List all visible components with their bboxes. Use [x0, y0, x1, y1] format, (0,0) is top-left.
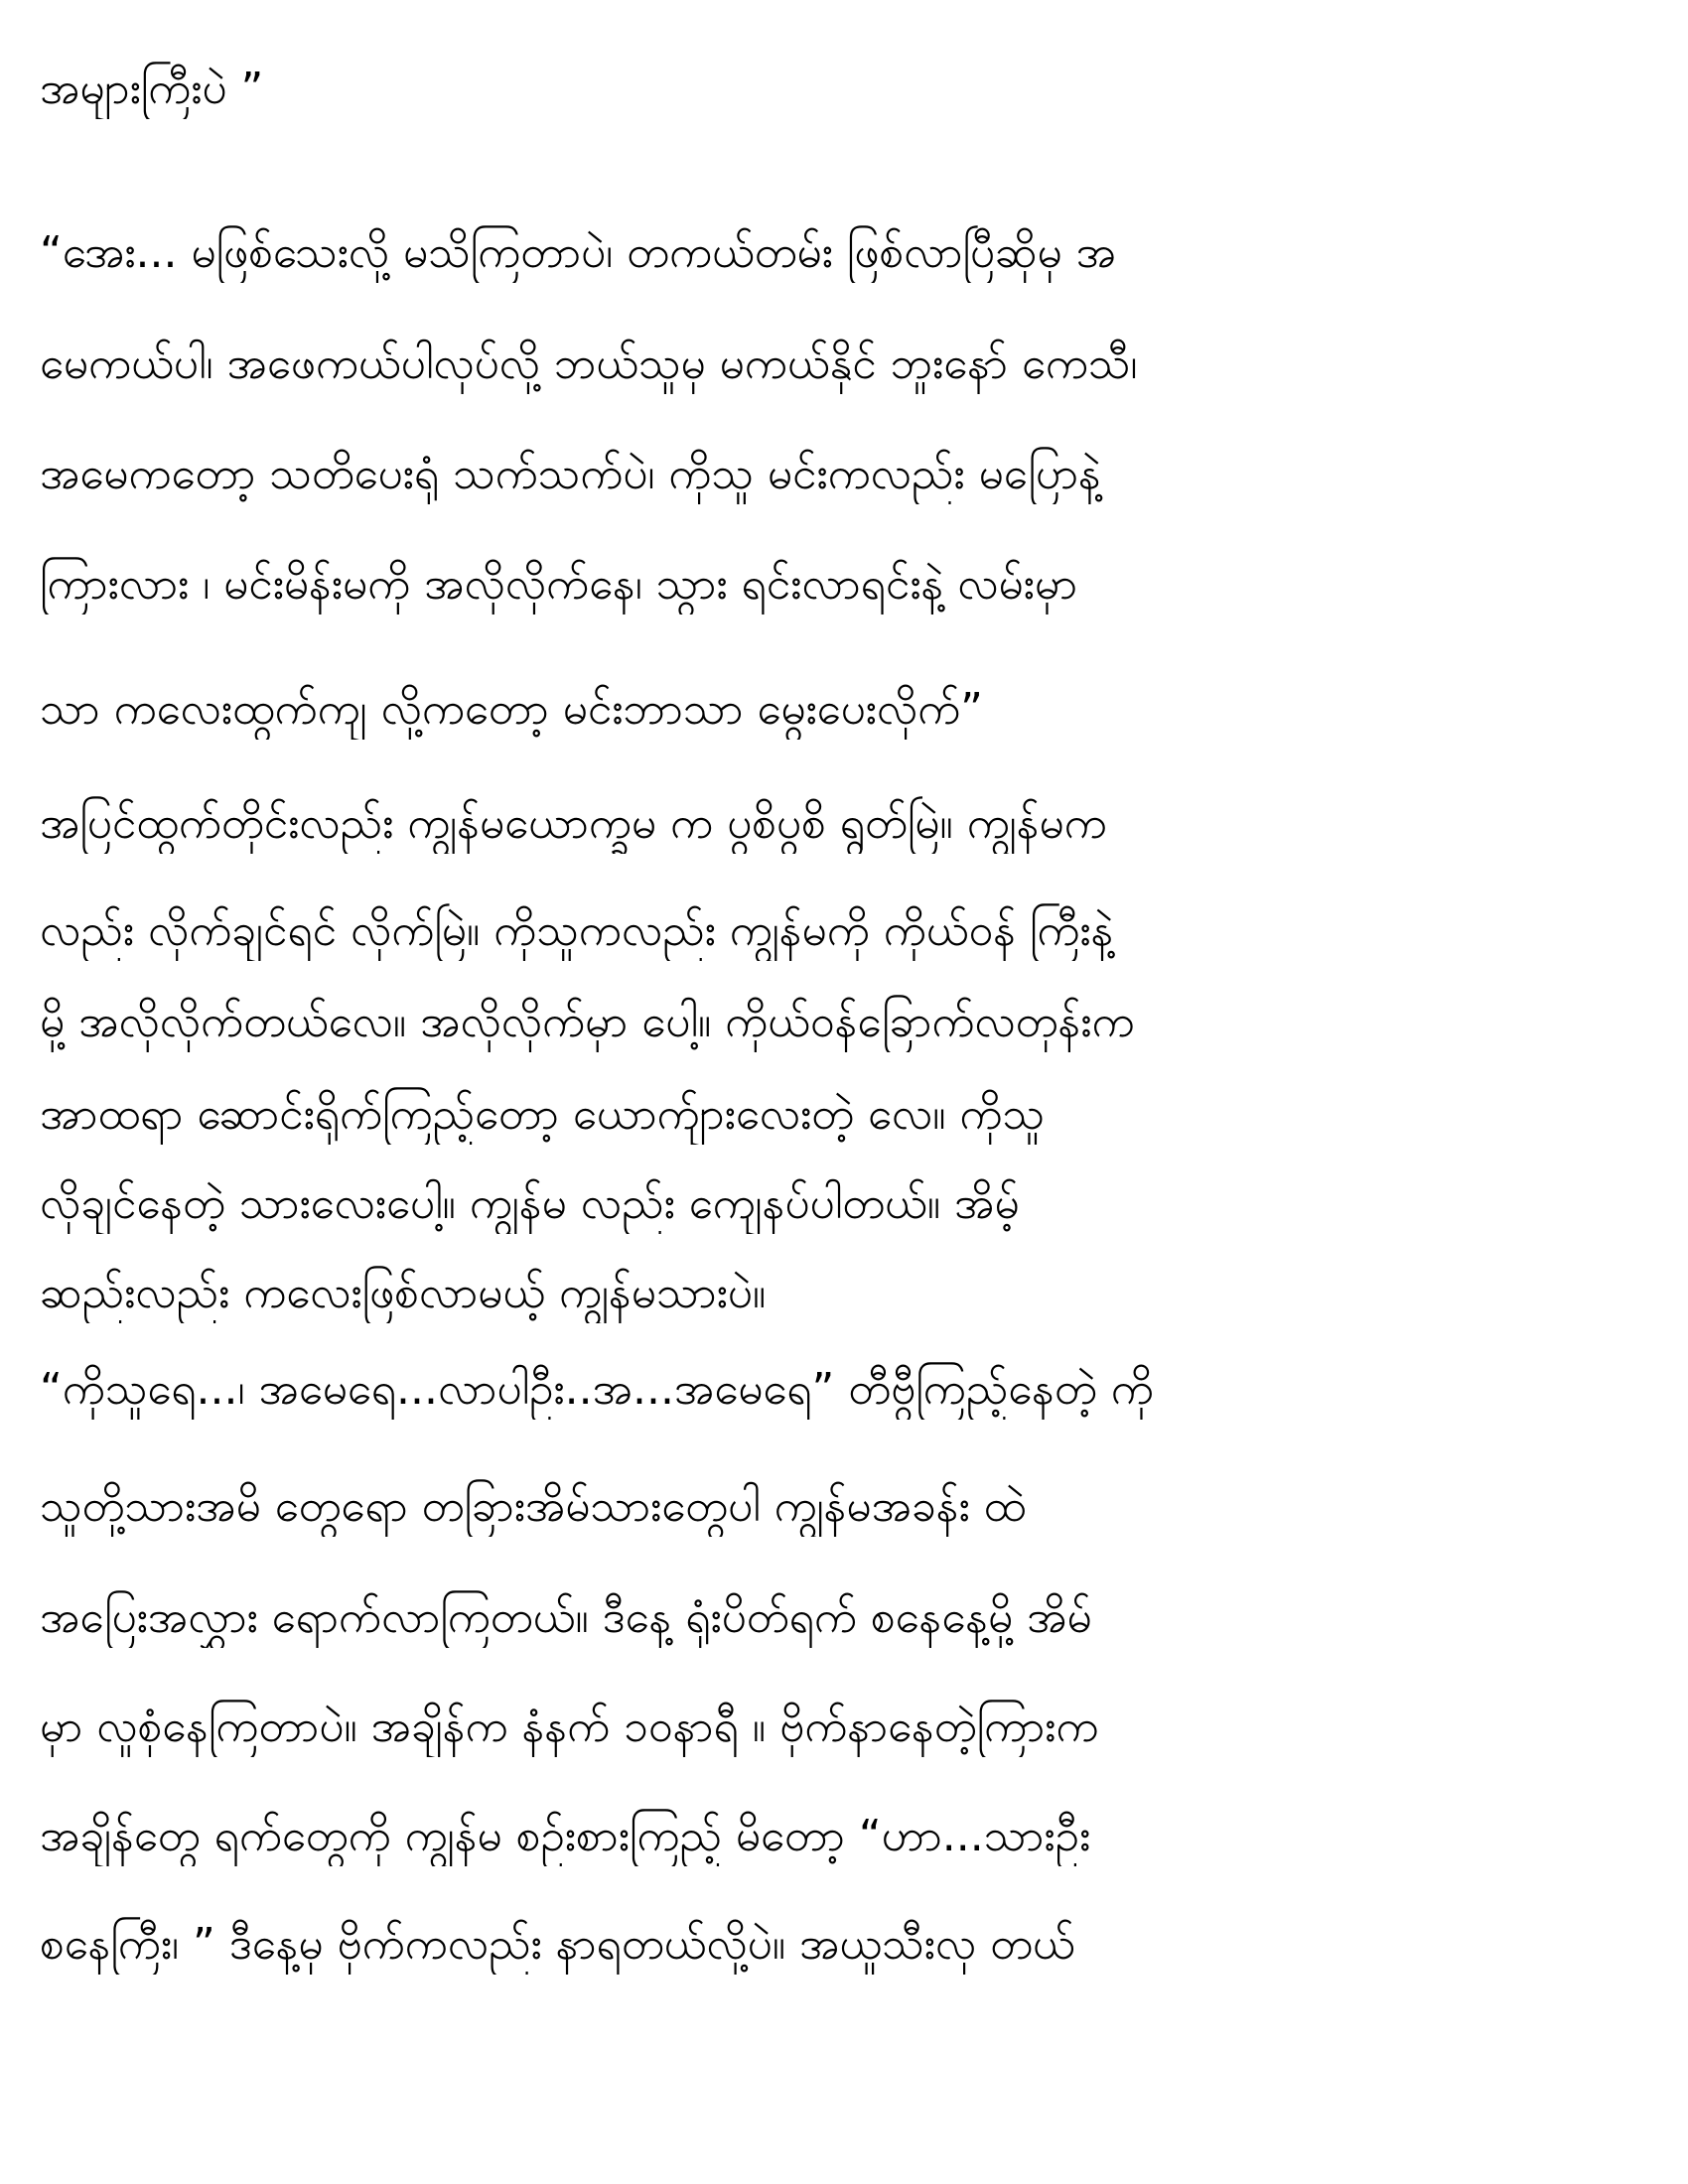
text-line: “ကိုသူရေ...၊ အမေရေ...လာပါဦး..အ...အမေရေ” တီဗွီကြည့်နေတဲ့ ကို: [40, 1364, 1154, 1415]
text-line: သူတို့သားအမိ တွေရော တခြားအိမ်သားတွေပါ ကျွန်မအခန်း ထဲ: [40, 1481, 1027, 1532]
text-line: ဆည်းလည်း ကလေးဖြစ်လာမယ့် ကျွန်မသားပဲ။: [40, 1268, 767, 1318]
text-line: အမေကတော့ သတိပေးရုံ သက်သက်ပဲ၊ ကိုသူ မင်းကလည်း မပြောနဲ့: [40, 449, 1101, 499]
text-line: မို့ အလိုလိုက်တယ်လေ။ အလိုလိုက်မှာ ပေါ့။ ကိုယ်ဝန်ခြောက်လတုန်းက: [40, 997, 1135, 1047]
text-line: မေကယ်ပါ၊ အဖေကယ်ပါလုပ်လို့ ဘယ်သူမှ မကယ်နိုင် ဘူးနော် ကေသီ၊: [40, 339, 1138, 389]
text-line: မှာ လူစုံနေကြတာပဲ။ အချိန်က နံနက် ၁၀နာရီ ။ ဗိုက်နာနေတဲ့ကြားက: [40, 1702, 1099, 1752]
text-line: အချိန်တွေ ရက်တွေကို ကျွန်မ စဉ်းစားကြည့် မိတော့ “ဟာ...သားဦး: [40, 1811, 1091, 1861]
text-line: လည်း လိုက်ချင်ရင် လိုက်မြဲ။ ကိုသူကလည်း ကျွန်မကို ကိုယ်ဝန် ကြီးနဲ့: [40, 905, 1114, 956]
text-line: ကြားလား ၊ မင်းမိန်းမကို အလိုလိုက်နေ၊ သွား ရင်းလာရင်းနဲ့ လမ်းမှာ: [40, 559, 1078, 610]
text-line: လိုချင်နေတဲ့ သားလေးပေါ့။ ကျွန်မ လည်း ကျေနပ်ပါတယ်။ အိမ့်: [40, 1178, 1020, 1229]
text-line: သာ ကလေးထွက်ကျ လို့ကတော့ မင်းဘာသာ မွေးပေးလိုက်”: [40, 684, 983, 735]
text-line: “အေး... မဖြစ်သေးလို့ မသိကြတာပဲ၊ တကယ်တမ်း ဖြစ်လာပြီဆိုမှ အ: [40, 227, 1116, 278]
text-line: အပြင်ထွက်တိုင်းလည်း ကျွန်မယောက္ခမ က ပွစိပွစိ ရွတ်မြဲ။ ကျွန်မက: [40, 798, 1107, 849]
text-line: အပြေးအလွှား ရောက်လာကြတယ်။ ဒီနေ့ ရုံးပိတ်ရက် စနေနေ့မို့ အိမ်: [40, 1592, 1092, 1643]
text-line: အများကြီးပဲ ”: [40, 64, 264, 114]
text-line: အာထရာ ဆောင်းရိုက်ကြည့်တော့ ယောက်ျားလေးတဲ့ လေ။ ကိုသူ: [40, 1089, 1045, 1140]
text-line: စနေကြီး၊ ” ဒီနေ့မှ ဗိုက်ကလည်း နာရတယ်လို့ပဲ။ အယူသီးလှ တယ်: [40, 1919, 1075, 1970]
